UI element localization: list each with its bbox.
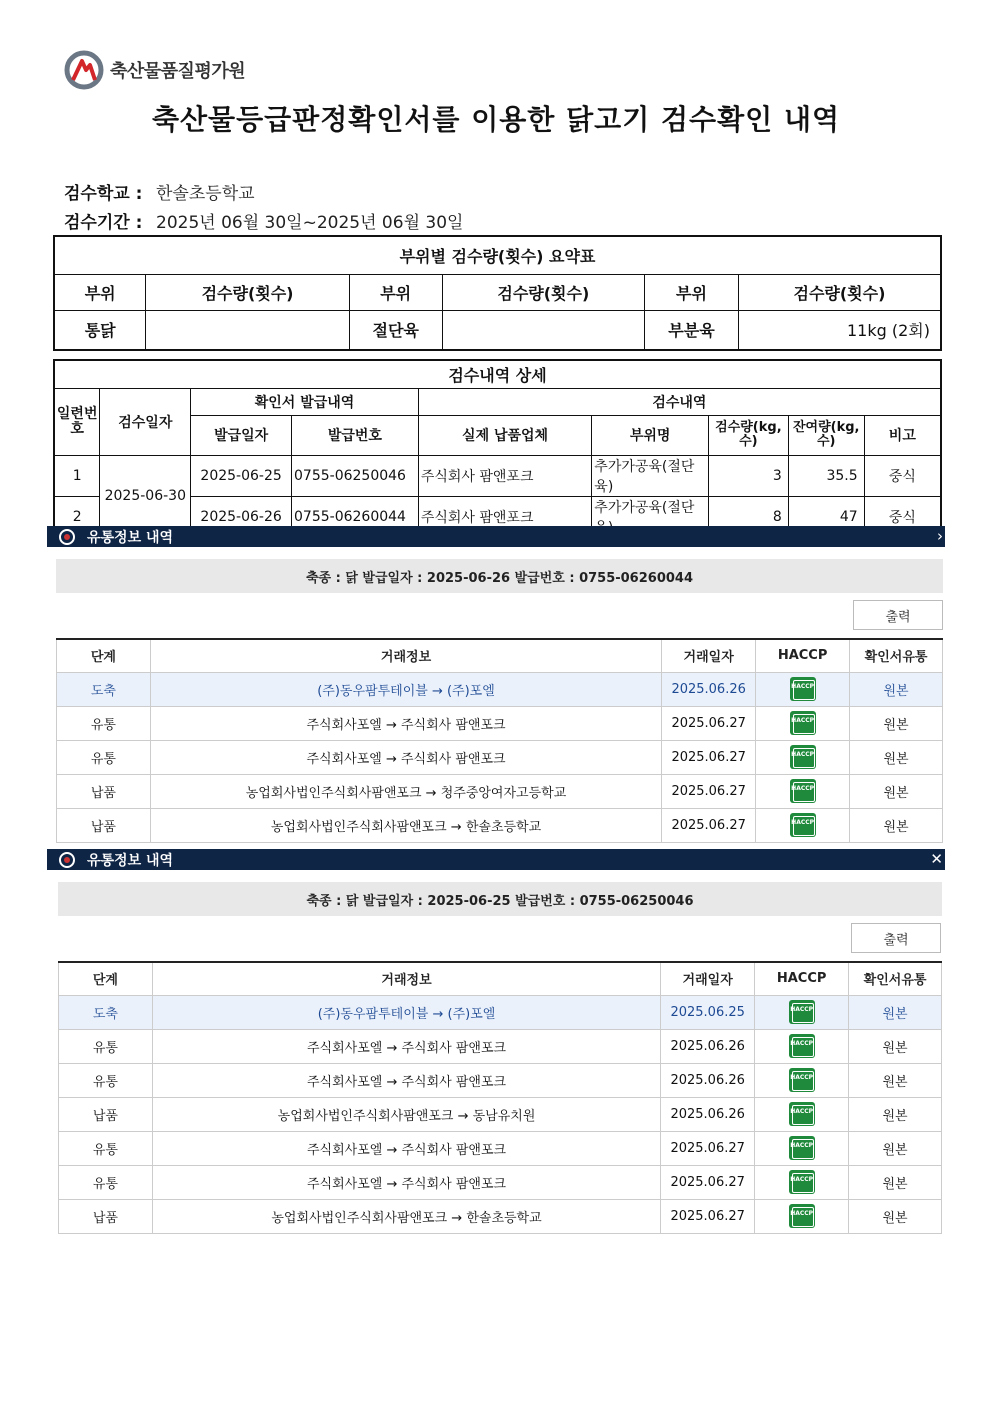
school-label: 검수학교 :	[64, 184, 143, 204]
summary-table	[53, 235, 942, 351]
flow-header-date: 거래일자	[661, 962, 755, 995]
haccp-icon-text: HACCP	[790, 1040, 814, 1047]
flow-row	[59, 995, 942, 1029]
flow-table-2	[58, 961, 942, 1234]
period-label: 검수기간 :	[64, 213, 143, 233]
flow-bar-1	[47, 526, 945, 547]
detail-table	[53, 359, 942, 539]
flow-date: 2025.06.27	[662, 740, 756, 774]
haccp-icon[interactable]	[789, 1204, 815, 1228]
flow-stage: 유통	[59, 1131, 153, 1165]
haccp-icon-text: HACCP	[790, 1108, 814, 1115]
haccp-cell	[755, 1199, 849, 1233]
detail-issue-date: 2025-06-26	[191, 496, 292, 538]
flow-header-deal: 거래정보	[152, 962, 660, 995]
flow-header-deal: 거래정보	[150, 639, 661, 672]
flow-row	[57, 740, 943, 774]
circle-logo-icon	[59, 529, 75, 545]
flow-stage: 납품	[57, 808, 151, 842]
summary-qty-cell	[442, 310, 645, 350]
haccp-icon-text: HACCP	[791, 751, 815, 758]
flow-deal: 농업회사법인주식회사팜앤포크 → 동남유치원	[152, 1097, 660, 1131]
flow-deal: 주식회사포엘 → 주식회사 팜앤포크	[152, 1063, 660, 1097]
haccp-cell	[756, 706, 850, 740]
haccp-icon-text: HACCP	[790, 1176, 814, 1183]
haccp-icon-text: HACCP	[791, 819, 815, 826]
detail-qty: 8	[708, 496, 788, 538]
detail-serial: 2	[54, 496, 100, 538]
summary-part-cell: 절단육	[349, 310, 442, 350]
haccp-cell	[755, 1165, 849, 1199]
summary-header-part: 부위	[54, 274, 146, 310]
flow-date: 2025.06.27	[662, 706, 756, 740]
flow-row	[59, 1199, 942, 1233]
flow-row	[57, 774, 943, 808]
flow-date: 2025.06.27	[662, 774, 756, 808]
flow-cert: 원본	[850, 774, 943, 808]
flow-stage: 도축	[57, 672, 151, 706]
flow-cert: 원본	[849, 1097, 942, 1131]
flow-header-stage: 단계	[57, 639, 151, 672]
haccp-cell	[756, 808, 850, 842]
flow-header-haccp: HACCP	[755, 962, 849, 995]
flow-info-box-1: 축종 : 닭 발급일자 : 2025-06-26 발급번호 : 0755-06260044	[56, 559, 943, 593]
flow-cert: 원본	[849, 1131, 942, 1165]
period-info	[64, 208, 463, 233]
flow-date: 2025.06.27	[662, 808, 756, 842]
flow-cert: 원본	[850, 706, 943, 740]
haccp-icon-text: HACCP	[790, 1074, 814, 1081]
detail-header-insp: 검수내역	[418, 388, 941, 415]
detail-insp-date: 2025-06-30	[100, 455, 191, 538]
haccp-icon[interactable]	[789, 1068, 815, 1092]
haccp-icon[interactable]	[790, 677, 816, 701]
flow-header-cert: 확인서유통	[850, 639, 943, 672]
flow-deal: 농업회사법인주식회사팜앤포크 → 한솔초등학교	[150, 808, 661, 842]
school-value: 한솔초등학교	[156, 184, 255, 204]
haccp-icon[interactable]	[790, 711, 816, 735]
flow-stage: 도축	[59, 995, 153, 1029]
period-value: 2025년 06월 30일~2025년 06월 30일	[156, 213, 464, 233]
detail-issue-no: 0755-06260044	[292, 496, 419, 538]
detail-header-note: 비고	[864, 415, 941, 455]
summary-caption: 부위별 검수량(횟수) 요약표	[54, 236, 941, 274]
haccp-icon[interactable]	[790, 779, 816, 803]
haccp-icon[interactable]	[789, 1000, 815, 1024]
detail-header-issue-no: 발급번호	[292, 415, 419, 455]
haccp-icon[interactable]	[790, 745, 816, 769]
summary-qty-cell	[146, 310, 350, 350]
org-name: 축산물품질평가원	[110, 61, 246, 82]
flow-deal: 주식회사포엘 → 주식회사 팜앤포크	[152, 1165, 660, 1199]
haccp-icon[interactable]	[789, 1102, 815, 1126]
detail-note: 중식	[864, 496, 941, 538]
summary-header-qty: 검수량(횟수)	[738, 274, 941, 310]
flow-stage: 납품	[59, 1097, 153, 1131]
flow-stage: 납품	[59, 1199, 153, 1233]
detail-row	[54, 455, 941, 496]
detail-issue-date: 2025-06-25	[191, 455, 292, 496]
school-info	[64, 179, 255, 204]
flow-date: 2025.06.26	[661, 1029, 755, 1063]
detail-supplier: 주식회사 팜앤포크	[418, 455, 591, 496]
flow-cert: 원본	[849, 1063, 942, 1097]
flow-bar-2	[47, 849, 945, 870]
summary-header-part: 부위	[645, 274, 739, 310]
flow-cert: 원본	[849, 995, 942, 1029]
org-logo-icon	[64, 50, 104, 90]
flow-deal: (주)동우팜투테이블 → (주)포엘	[150, 672, 661, 706]
flow-deal: 농업회사법인주식회사팜앤포크 → 한솔초등학교	[152, 1199, 660, 1233]
close-icon[interactable]: ✕	[930, 850, 943, 868]
circle-logo-icon	[59, 852, 75, 868]
flow-bar-title: 유통정보 내역	[87, 852, 174, 869]
flow-info-box-2: 축종 : 닭 발급일자 : 2025-06-25 발급번호 : 0755-06250046	[58, 882, 942, 916]
flow-deal: (주)동우팜투테이블 → (주)포엘	[152, 995, 660, 1029]
print-button[interactable]: 출력	[851, 923, 941, 953]
detail-part-name: 추가가공육(절단육)	[592, 455, 709, 496]
flow-header-haccp: HACCP	[756, 639, 850, 672]
flow-row	[59, 1063, 942, 1097]
detail-part-name: 추가가공육(절단	[592, 496, 709, 538]
flow-cert: 원본	[849, 1199, 942, 1233]
haccp-cell	[755, 1029, 849, 1063]
flow-header-stage: 단계	[59, 962, 153, 995]
flow-row	[57, 672, 943, 706]
flow-row	[59, 1165, 942, 1199]
haccp-icon-text: HACCP	[790, 1142, 814, 1149]
haccp-icon-text: HACCP	[791, 717, 815, 724]
haccp-icon[interactable]	[790, 813, 816, 837]
summary-qty-cell: 11kg (2회)	[738, 310, 941, 350]
flow-date: 2025.06.26	[661, 1063, 755, 1097]
detail-note: 중식	[864, 455, 941, 496]
flow-date: 2025.06.26	[661, 1097, 755, 1131]
flow-table-1	[56, 638, 943, 843]
flow-stage: 유통	[57, 706, 151, 740]
summary-header-qty: 검수량(횟수)	[442, 274, 645, 310]
org-logo	[64, 50, 245, 90]
summary-part-cell: 통닭	[54, 310, 146, 350]
haccp-icon[interactable]	[789, 1136, 815, 1160]
flow-date: 2025.06.27	[661, 1131, 755, 1165]
haccp-icon-text: HACCP	[790, 1210, 814, 1217]
flow-date: 2025.06.25	[661, 995, 755, 1029]
summary-header-part: 부위	[349, 274, 442, 310]
print-button[interactable]: 출력	[853, 600, 943, 630]
flow-stage: 납품	[57, 774, 151, 808]
flow-deal: 농업회사법인주식회사팜앤포크 → 청주중앙여자고등학교	[150, 774, 661, 808]
detail-header-supplier: 실제 납품업체	[418, 415, 591, 455]
close-icon[interactable]: ›	[937, 527, 943, 545]
flow-cert: 원본	[849, 1165, 942, 1199]
flow-cert: 원본	[850, 672, 943, 706]
detail-header-issue-date: 발급일자	[191, 415, 292, 455]
flow-date: 2025.06.26	[662, 672, 756, 706]
haccp-icon-text: HACCP	[791, 683, 815, 690]
haccp-cell	[755, 1063, 849, 1097]
flow-bar-title: 유통정보 내역	[87, 529, 174, 546]
detail-caption: 검수내역 상세	[54, 360, 941, 388]
flow-stage: 유통	[59, 1063, 153, 1097]
detail-remain: 35.5	[788, 455, 864, 496]
detail-remain: 47	[788, 496, 864, 538]
flow-deal: 주식회사포엘 → 주식회사 팜앤포크	[152, 1029, 660, 1063]
flow-deal: 주식회사포엘 → 주식회사 팜앤포크	[150, 740, 661, 774]
haccp-cell	[756, 740, 850, 774]
flow-row	[59, 1029, 942, 1063]
flow-deal: 주식회사포엘 → 주식회사 팜앤포크	[150, 706, 661, 740]
haccp-icon[interactable]	[789, 1034, 815, 1058]
detail-header-part-name: 부위명	[592, 415, 709, 455]
flow-row	[59, 1131, 942, 1165]
haccp-cell	[755, 1131, 849, 1165]
flow-deal: 주식회사포엘 → 주식회사 팜앤포크	[152, 1131, 660, 1165]
detail-qty: 3	[708, 455, 788, 496]
detail-header-remain: 잔여량(kg, 수)	[788, 415, 864, 455]
flow-cert: 원본	[850, 808, 943, 842]
detail-header-cert: 확인서 발급내역	[191, 388, 419, 415]
flow-cert: 원본	[850, 740, 943, 774]
detail-issue-no: 0755-06250046	[292, 455, 419, 496]
summary-part-cell: 부분육	[645, 310, 739, 350]
flow-row	[57, 706, 943, 740]
haccp-cell	[755, 1097, 849, 1131]
flow-stage: 유통	[59, 1029, 153, 1063]
detail-header-date: 검수일자	[100, 388, 191, 455]
detail-header-qty: 검수량(kg, 수)	[708, 415, 788, 455]
flow-stage: 유통	[59, 1165, 153, 1199]
detail-serial: 1	[54, 455, 100, 496]
detail-header-serial: 일련번호	[54, 388, 100, 455]
haccp-cell	[755, 995, 849, 1029]
haccp-cell	[756, 774, 850, 808]
flow-stage: 유통	[57, 740, 151, 774]
flow-cert: 원본	[849, 1029, 942, 1063]
flow-row	[59, 1097, 942, 1131]
haccp-icon-text: HACCP	[790, 1006, 814, 1013]
flow-date: 2025.06.27	[661, 1165, 755, 1199]
haccp-icon[interactable]	[789, 1170, 815, 1194]
haccp-cell	[756, 672, 850, 706]
flow-row	[57, 808, 943, 842]
page-title: 축산물등급판정확인서를 이용한 닭고기 검수확인 내역	[151, 103, 841, 136]
flow-header-date: 거래일자	[662, 639, 756, 672]
flow-header-cert: 확인서유통	[849, 962, 942, 995]
detail-supplier: 주식회사 팜앤포크	[418, 496, 591, 538]
summary-header-qty: 검수량(횟수)	[146, 274, 350, 310]
haccp-icon-text: HACCP	[791, 785, 815, 792]
flow-date: 2025.06.27	[661, 1199, 755, 1233]
